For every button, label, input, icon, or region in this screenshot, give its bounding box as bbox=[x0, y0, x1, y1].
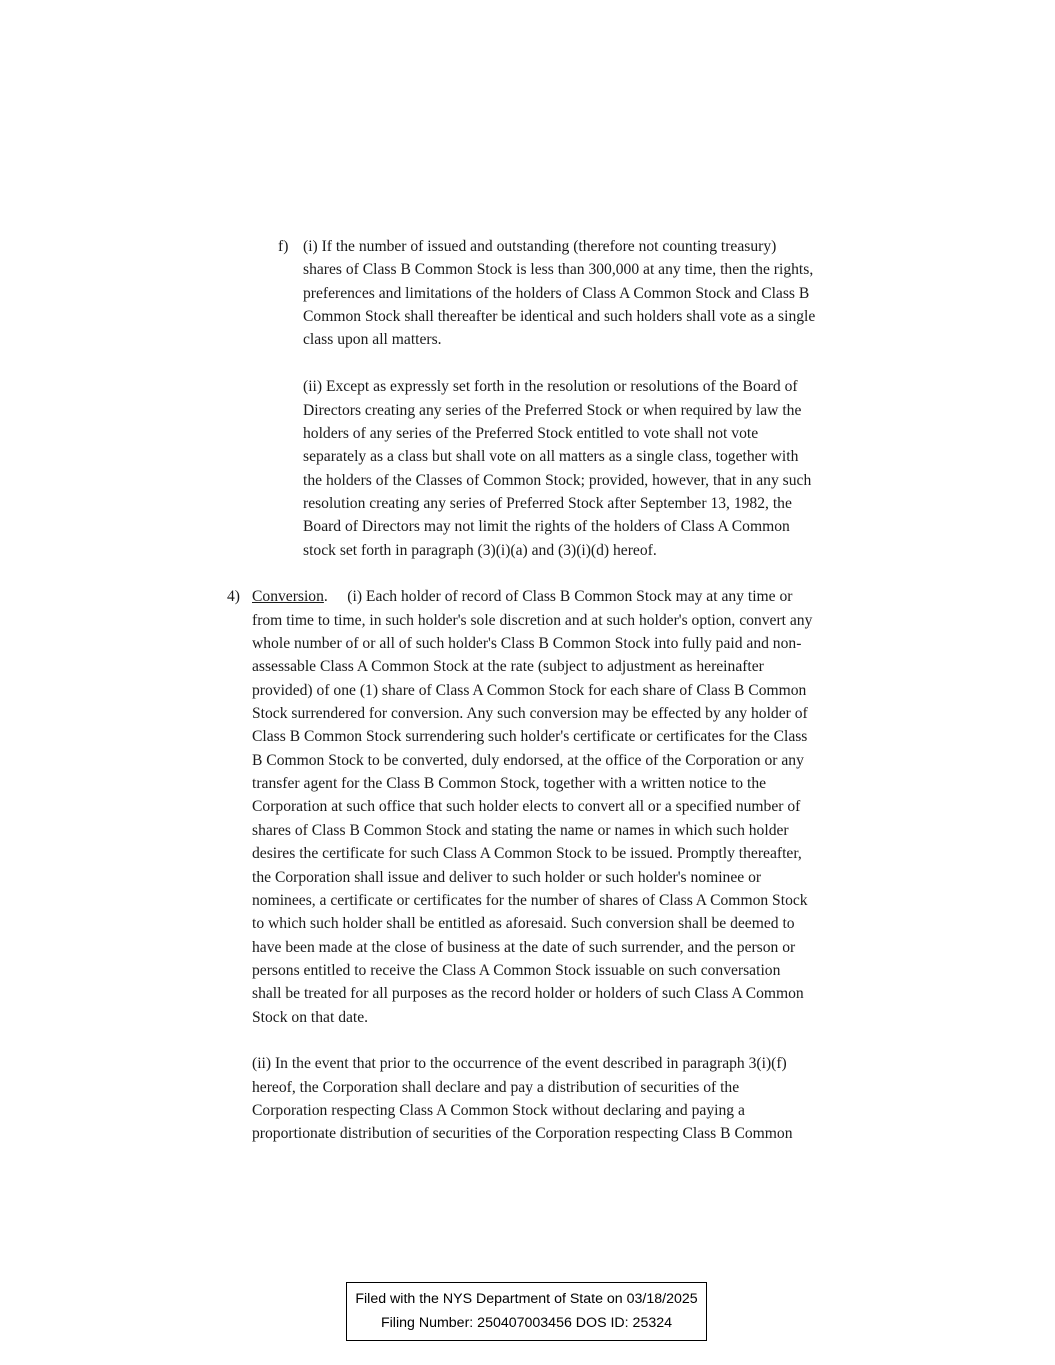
text-line: B Common Stock to be converted, duly endorsed, at the office of the Corporation or any bbox=[252, 751, 804, 769]
text-line: Stock on that date. bbox=[252, 1008, 369, 1026]
text-line: separately as a class but shall vote on all matters as a single class, together with bbox=[303, 448, 799, 466]
heading-continuation: . (i) Each holder of record of Class B Common Stock may at any time or bbox=[323, 588, 793, 606]
text-line: holders of any series of the Preferred Stock entitled to vote shall not vote bbox=[303, 424, 759, 442]
text-line: the holders of the Classes of Common Stock; provided, however, that in any such bbox=[303, 471, 812, 489]
text-line: Class B Common Stock surrendering such holder's certificate or certificates for the Class bbox=[252, 728, 808, 746]
text-line: desires the certificate for such Class A Common Stock to be issued. Promptly thereafter, bbox=[252, 845, 802, 863]
filing-stamp-line-2: Filing Number: 250407003456 DOS ID: 25324 bbox=[380, 1315, 673, 1331]
text-line: Corporation respecting Class A Common Stock without declaring and paying a bbox=[252, 1102, 745, 1119]
text-line: hereof, the Corporation shall declare and pay a distribution of securities of the bbox=[252, 1078, 740, 1096]
text-line: transfer agent for the Class B Common Stock, together with a written notice to the bbox=[252, 775, 767, 793]
text-line: the Corporation shall issue and deliver to such holder or such holder's nominee or bbox=[252, 868, 762, 886]
text-line: Directors creating any series of the Preferred Stock or when required by law the bbox=[303, 401, 802, 419]
text-line: preferences and limitations of the holders of Class A Common Stock and Class B bbox=[303, 284, 810, 302]
text-line: Corporation at such office that such holder elects to convert all or a specified number of bbox=[252, 798, 801, 816]
text-line: shares of Class B Common Stock and stating the name or names in which such holder bbox=[252, 821, 789, 839]
text-line: (ii) In the event that prior to the occurrence of the event described in paragraph 3(i)(f) bbox=[252, 1055, 787, 1073]
text-line: Board of Directors may not limit the rights of the holders of Class A Common bbox=[303, 518, 790, 536]
text-line: have been made at the close of business at the date of such surrender, and the person or bbox=[252, 938, 796, 956]
text-line: class upon all matters. bbox=[303, 331, 442, 349]
text-line: persons entitled to receive the Class A Common Stock issuable on such conversation bbox=[252, 961, 781, 979]
text-line: Stock surrendered for conversion. Any such conversion may be effected by any holder of bbox=[252, 705, 808, 722]
text-line: proportionate distribution of securities of the Corporation respecting Class B Common bbox=[252, 1125, 793, 1143]
section-4-label: 4) bbox=[227, 588, 240, 606]
text-line: (i) If the number of issued and outstanding (therefore not counting treasury) bbox=[303, 238, 777, 255]
text-line: from time to time, in such holder's sole discretion and at such holder's option, convert any bbox=[252, 611, 813, 629]
text-line: whole number of or all of such holder's Class B Common Stock into fully paid and non- bbox=[252, 635, 802, 652]
text-line bbox=[252, 585, 792, 608]
filing-stamp-line-1: Filed with the NYS Department of State on 03/18/2025 bbox=[355, 1291, 698, 1307]
section-f-label: f) bbox=[278, 238, 289, 255]
text-line: nominees, a certificate or certificates for the number of shares of Class A Common Stock bbox=[252, 891, 808, 909]
text-line: assessable Class A Common Stock at the rate (subject to adjustment as hereinafter bbox=[252, 658, 764, 676]
section-heading: Conversion bbox=[252, 588, 324, 606]
text-line: Common Stock shall thereafter be identical and such holders shall vote as a single bbox=[303, 308, 816, 326]
text-line: (ii) Except as expressly set forth in the resolution or resolutions of the Board of bbox=[303, 378, 798, 396]
text-line: resolution creating any series of Preferred Stock after September 13, 1982, the bbox=[303, 494, 792, 512]
text-line: stock set forth in paragraph (3)(i)(a) and (3)(i)(d) hereof. bbox=[303, 541, 657, 559]
text-line: to which such holder shall be entitled as aforesaid. Such conversion shall be deemed to bbox=[252, 915, 795, 933]
text-line: shares of Class B Common Stock is less than 300,000 at any time, then the rights, bbox=[303, 261, 814, 279]
text-line: shall be treated for all purposes as the record holder or holders of such Class A Common bbox=[252, 985, 804, 1003]
text-line: provided) of one (1) share of Class A Common Stock for each share of Class B Common bbox=[252, 681, 807, 699]
filing-stamp bbox=[346, 1282, 707, 1341]
